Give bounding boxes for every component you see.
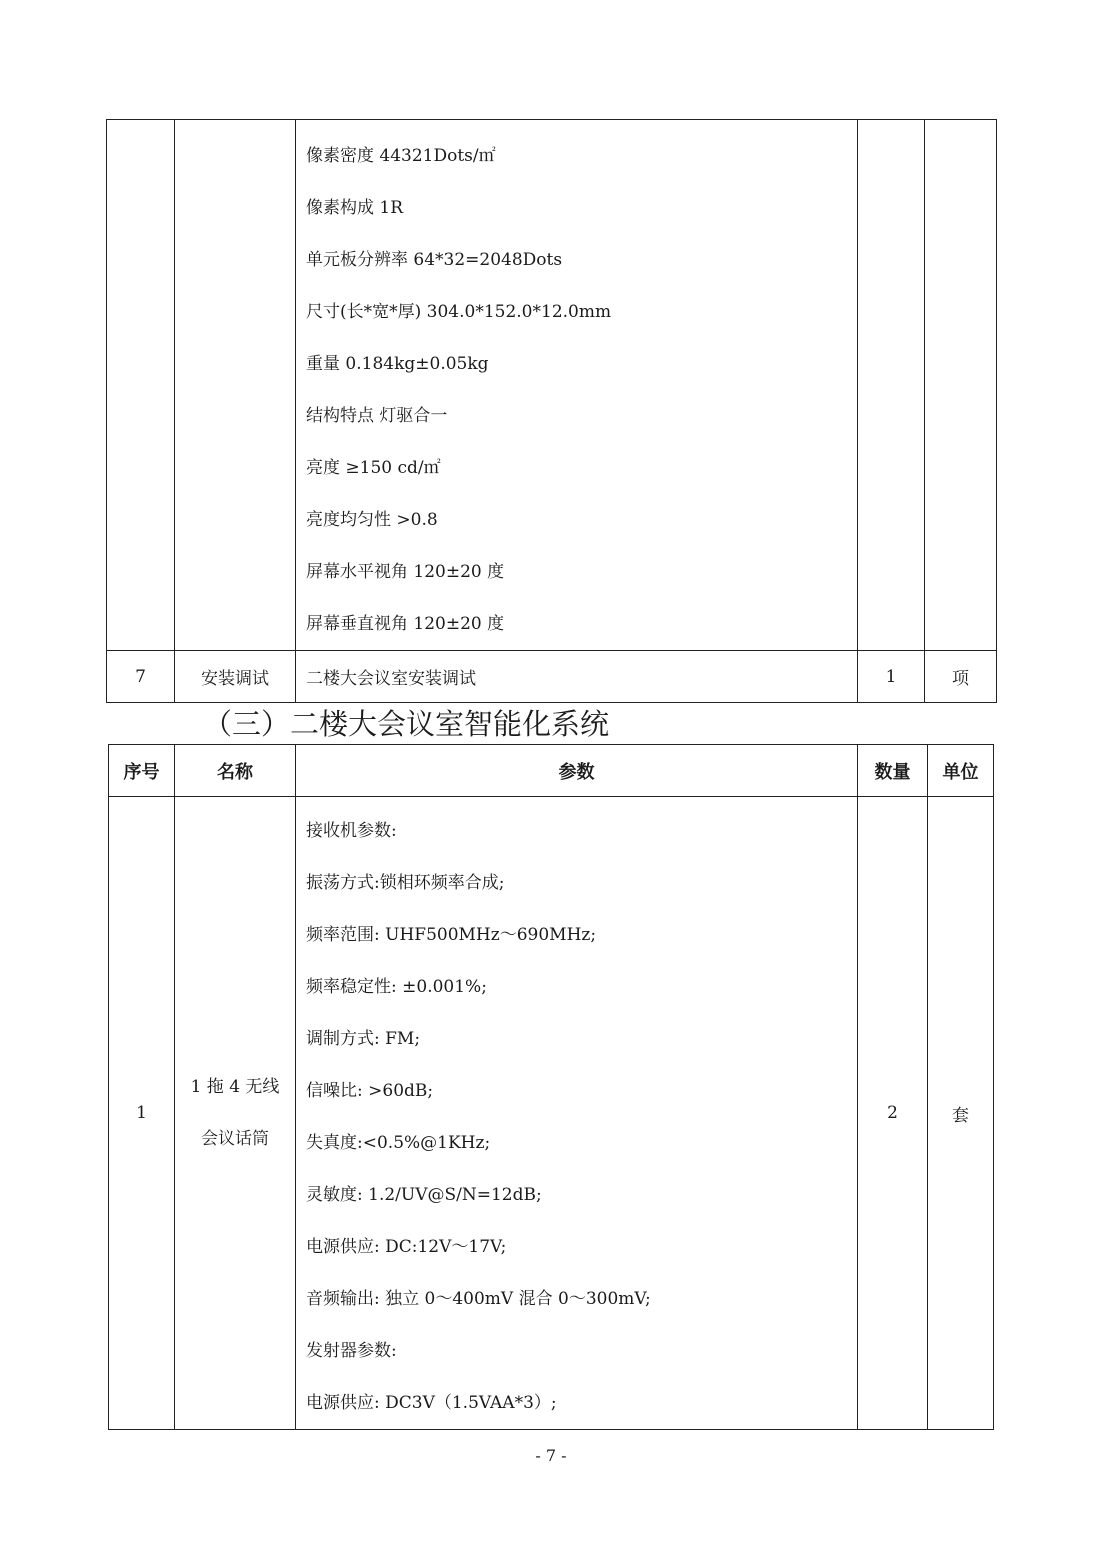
param-line: 电源供应: DC3V（1.5VAA*3）; [306, 1393, 557, 1413]
param-line: 屏幕水平视角 120±20 度 [306, 562, 505, 582]
param-line: 电源供应: DC:12V～17V; [306, 1237, 507, 1257]
header-name: 名称 [175, 745, 296, 797]
name-line: 会议话筒 [201, 1129, 269, 1149]
table-row [107, 120, 997, 651]
spec-table [108, 744, 994, 1430]
header-no: 序号 [109, 745, 175, 797]
param-line: 调制方式: FM; [306, 1029, 421, 1049]
cell-params [296, 120, 858, 651]
param-line: 像素构成 1R [306, 198, 404, 218]
param-line: 尺寸(长*宽*厚) 304.0*152.0*12.0mm [306, 302, 612, 322]
table-row [107, 651, 997, 703]
table-row [109, 797, 994, 1430]
param-line: 灵敏度: 1.2/UV@S/N=12dB; [306, 1185, 542, 1205]
cell-qty: 1 [858, 651, 925, 703]
page-number: - 7 - [535, 1446, 567, 1465]
param-line: 单元板分辨率 64*32=2048Dots [306, 250, 563, 270]
param-line: 亮度 ≥150 cd/㎡ [306, 458, 441, 478]
header-qty: 数量 [858, 745, 928, 797]
param-line: 结构特点 灯驱合一 [306, 406, 448, 426]
header-unit: 单位 [928, 745, 994, 797]
param-line: 接收机参数: [306, 821, 397, 841]
table-header-row [109, 745, 994, 797]
param-line: 像素密度 44321Dots/㎡ [306, 146, 496, 166]
cell-no [107, 120, 175, 651]
param-line: 振荡方式:锁相环频率合成; [306, 873, 505, 893]
cell-no: 7 [107, 651, 175, 703]
cell-name [175, 797, 296, 1430]
cell-qty [858, 120, 925, 651]
param-line: 屏幕垂直视角 120±20 度 [306, 614, 505, 634]
param-line: 信噪比: >60dB; [306, 1081, 434, 1101]
cell-qty: 2 [858, 797, 928, 1430]
param-line: 音频输出: 独立 0～400mV 混合 0～300mV; [306, 1289, 651, 1309]
param-line: 频率稳定性: ±0.001%; [306, 977, 487, 997]
cell-unit: 套 [928, 797, 994, 1430]
param-line: 频率范围: UHF500MHz～690MHz; [306, 925, 597, 945]
cell-unit: 项 [925, 651, 997, 703]
param-line: 失真度:<0.5%@1KHz; [306, 1133, 491, 1153]
cell-unit [925, 120, 997, 651]
cell-no: 1 [109, 797, 175, 1430]
cell-name: 安装调试 [175, 651, 296, 703]
param-line: 发射器参数: [306, 1341, 397, 1361]
cell-name [175, 120, 296, 651]
spec-table-continued [106, 119, 997, 703]
section-title: （三）二楼大会议室智能化系统 [203, 707, 610, 741]
param-line: 亮度均匀性 >0.8 [306, 510, 438, 530]
cell-params: 二楼大会议室安装调试 [296, 651, 858, 703]
header-param: 参数 [296, 745, 858, 797]
cell-params [296, 797, 858, 1430]
param-line: 重量 0.184kg±0.05kg [306, 354, 489, 374]
name-line: 1 拖 4 无线 [190, 1077, 280, 1097]
